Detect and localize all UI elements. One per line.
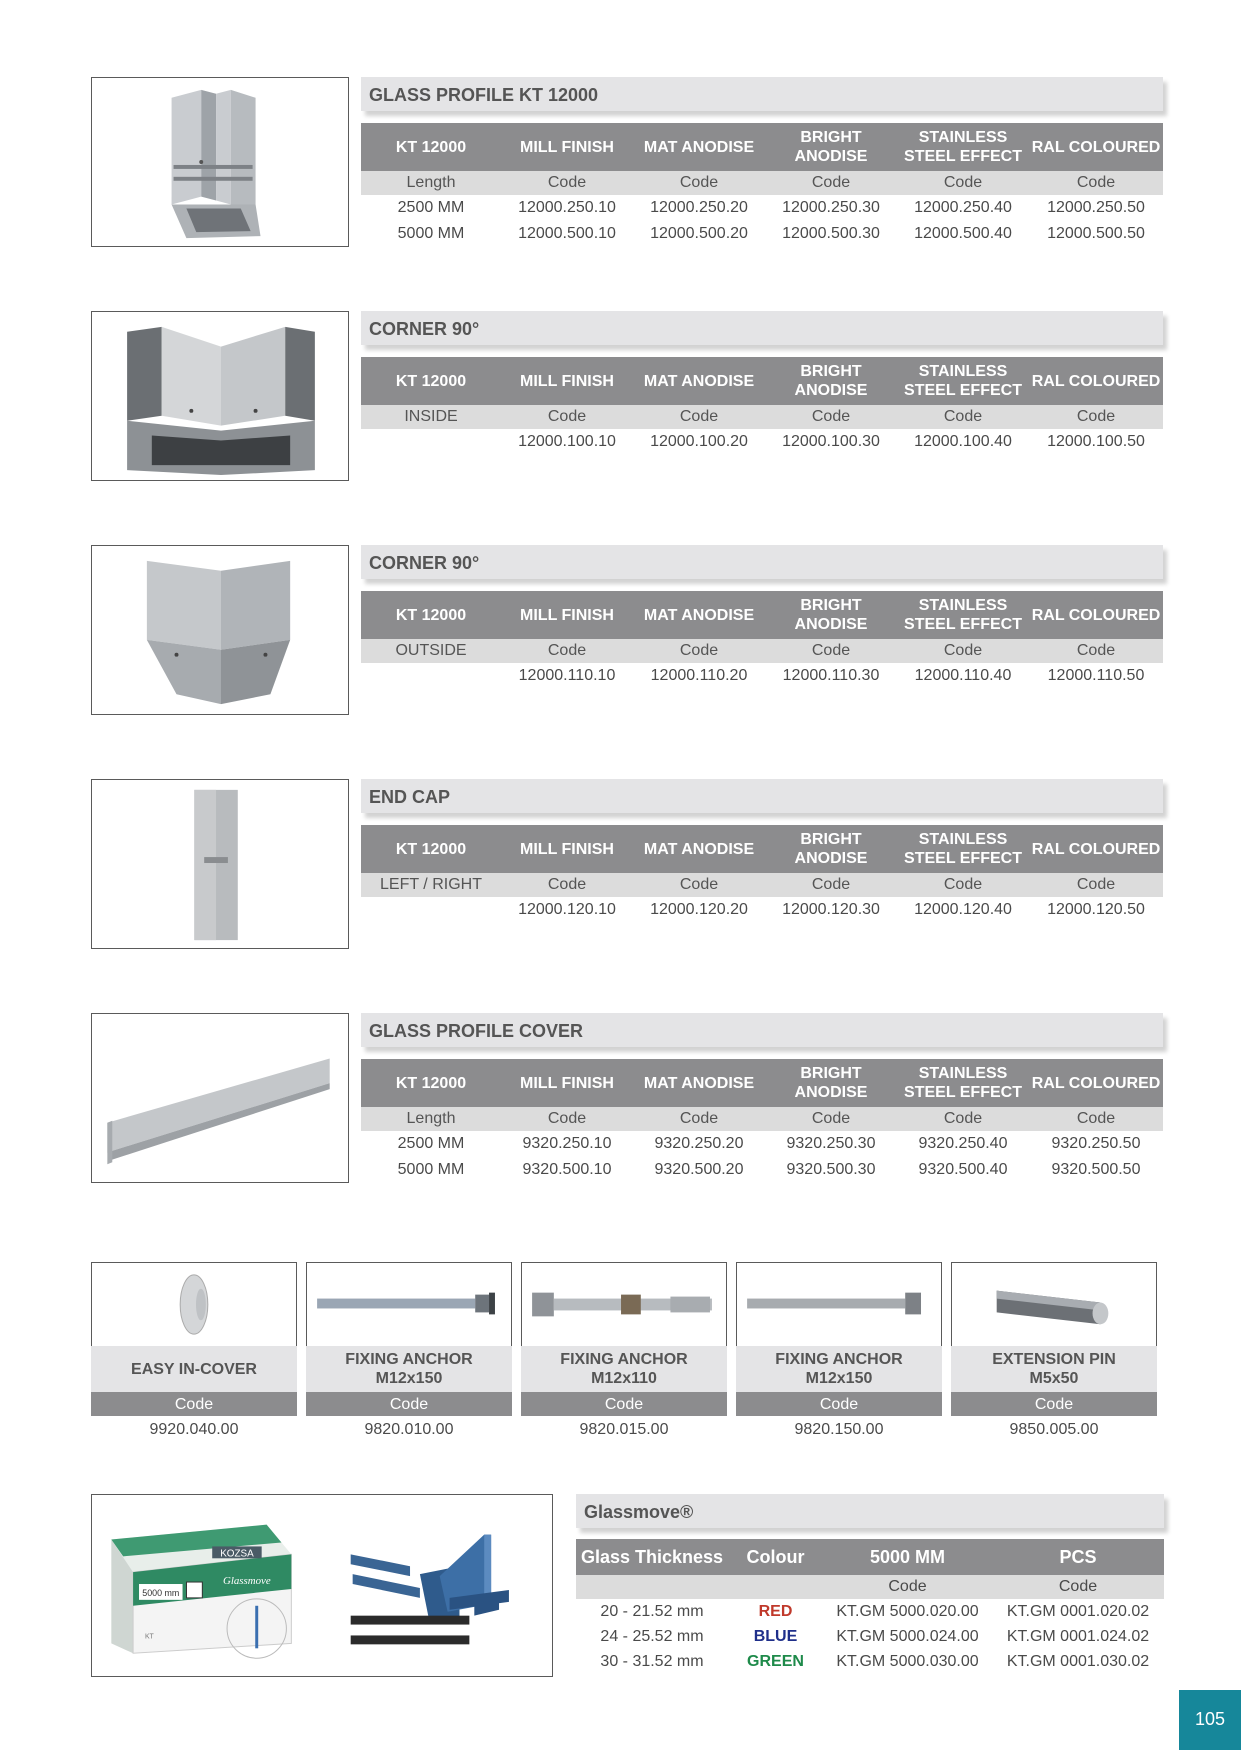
product-section [91, 1013, 1165, 1185]
accessory-code: 9820.150.00 [794, 1421, 884, 1438]
accessory-name-line2: M12x110 [591, 1370, 657, 1387]
code-label: Code [633, 171, 765, 195]
code-label: Code [501, 639, 633, 663]
glassmove-title: Glassmove® [576, 1494, 1164, 1528]
table-cell: 12000.110.40 [914, 667, 1012, 684]
glass-thickness: 24 - 25.52 mm [600, 1627, 704, 1645]
accessory-name-line2: M5x50 [1029, 1370, 1079, 1387]
accessory-name [951, 1346, 1157, 1392]
header-mat: MAT ANODISE [633, 825, 765, 873]
header-mill: MILL FINISH [501, 591, 633, 639]
glass-thickness: 20 - 21.52 mm [600, 1602, 704, 1620]
table-cell: 12000.120.40 [914, 901, 1012, 918]
accessory-name [736, 1346, 942, 1392]
first-col-label: LEFT / RIGHT [361, 873, 501, 897]
code-label: Code [765, 171, 897, 195]
code-label: Code [1029, 405, 1163, 429]
code-label: Code [633, 1107, 765, 1131]
table-row [576, 1624, 1164, 1649]
table-cell: 12000.250.40 [914, 199, 1012, 216]
spec-table [361, 1059, 1163, 1183]
code-label: Code [897, 405, 1029, 429]
glassmove-table [576, 1539, 1164, 1674]
accessory-photo [91, 1262, 297, 1346]
table-cell: 12000.120.10 [518, 901, 616, 918]
header-ral: RAL COLOURED [1029, 825, 1163, 873]
box-product-text: Glassmove [223, 1575, 271, 1588]
header-ral: RAL COLOURED [1029, 357, 1163, 405]
code-label: Code [897, 639, 1029, 663]
accessory-code: 9850.005.00 [1009, 1421, 1099, 1438]
header-stainless: STAINLESS STEEL EFFECT [897, 123, 1029, 171]
header-mill: MILL FINISH [501, 1059, 633, 1107]
table-cell: 2500 MM [397, 199, 465, 216]
table-row [361, 1157, 1163, 1183]
table-cell: 12000.100.20 [650, 433, 748, 450]
table-cell: 9320.250.40 [918, 1135, 1008, 1152]
table-cell: 9320.250.50 [1051, 1135, 1141, 1152]
header-mill: MILL FINISH [501, 825, 633, 873]
accessory-code: 9820.010.00 [364, 1421, 454, 1438]
header-ral: RAL COLOURED [1029, 123, 1163, 171]
spec-table [361, 357, 1163, 455]
code-label: Code [501, 1107, 633, 1131]
accessory-card [91, 1262, 297, 1442]
accessory-photo [306, 1262, 512, 1346]
table-cell: 12000.120.30 [782, 901, 880, 918]
page-number: 105 [1179, 1690, 1241, 1750]
header-stainless: STAINLESS STEEL EFFECT [897, 357, 1029, 405]
spec-table [361, 591, 1163, 689]
header-ral: RAL COLOURED [1029, 1059, 1163, 1107]
glass-thickness: 30 - 31.52 mm [600, 1652, 704, 1670]
table-cell: 12000.500.40 [914, 225, 1012, 242]
code-pcs: KT.GM 0001.030.02 [1006, 1652, 1150, 1670]
spec-table [361, 825, 1163, 923]
code-pcs: KT.GM 0001.020.02 [1006, 1602, 1150, 1620]
table-row [361, 897, 1163, 923]
header-mat: MAT ANODISE [633, 123, 765, 171]
table-cell: 12000.100.30 [782, 433, 880, 450]
header-bright: BRIGHT ANODISE [765, 591, 897, 639]
section-title: GLASS PROFILE KT 12000 [361, 77, 1163, 111]
accessory-name-line1: EASY IN-COVER [131, 1360, 257, 1378]
accessory-name-line1: FIXING ANCHOR [775, 1351, 903, 1368]
header-bright: BRIGHT ANODISE [765, 357, 897, 405]
product-section [91, 311, 1165, 483]
header-model: KT 12000 [361, 123, 501, 171]
table-cell: 9320.500.40 [918, 1161, 1008, 1178]
code-label: Code [765, 873, 897, 897]
header-model: KT 12000 [361, 1059, 501, 1107]
product-photo [91, 779, 349, 949]
table-cell: 9320.500.10 [522, 1161, 612, 1178]
header-glass-thickness: Glass Thickness [576, 1539, 728, 1575]
table-cell: 12000.100.40 [914, 433, 1012, 450]
first-col-label: Length [361, 171, 501, 195]
section-title: CORNER 90° [361, 545, 1163, 579]
table-cell: 12000.500.30 [782, 225, 880, 242]
code-label: Code [765, 639, 897, 663]
code-label: Code [1029, 873, 1163, 897]
table-cell: 12000.110.10 [518, 667, 616, 684]
header-model: KT 12000 [361, 357, 501, 405]
table-cell: 12000.120.20 [650, 901, 748, 918]
colour-value: RED [758, 1602, 793, 1620]
accessory-card [521, 1262, 727, 1442]
code-label: Code [823, 1575, 992, 1599]
header-ral: RAL COLOURED [1029, 591, 1163, 639]
code-label: Code [897, 873, 1029, 897]
accessory-code: 9920.040.00 [149, 1421, 239, 1438]
header-mill: MILL FINISH [501, 357, 633, 405]
accessory-name-line1: FIXING ANCHOR [345, 1351, 473, 1368]
table-row [361, 195, 1163, 221]
code-label: Code [501, 405, 633, 429]
code-label: Code [633, 639, 765, 663]
table-row [361, 663, 1163, 689]
product-section [91, 545, 1165, 717]
section-title: CORNER 90° [361, 311, 1163, 345]
product-photo [91, 1013, 349, 1183]
box-brand-text: KOZSA [220, 1548, 254, 1560]
accessory-name-line1: FIXING ANCHOR [560, 1351, 688, 1368]
table-cell: 5000 MM [397, 1161, 465, 1178]
table-cell: 12000.110.20 [650, 667, 748, 684]
table-cell: 12000.250.50 [1047, 199, 1145, 216]
table-cell: 9320.500.30 [786, 1161, 876, 1178]
code-label: Code [897, 171, 1029, 195]
header-mill: MILL FINISH [501, 123, 633, 171]
first-col-label: Length [361, 1107, 501, 1131]
accessory-photo [521, 1262, 727, 1346]
table-row [361, 221, 1163, 247]
header-mat: MAT ANODISE [633, 591, 765, 639]
accessory-card [736, 1262, 942, 1442]
glassmove-photo [91, 1494, 553, 1677]
table-cell [361, 429, 501, 455]
header-bright: BRIGHT ANODISE [765, 1059, 897, 1107]
code-label: Code [501, 171, 633, 195]
code-label: Code [765, 1107, 897, 1131]
table-cell: 12000.500.50 [1047, 225, 1145, 242]
header-pcs: PCS [992, 1539, 1164, 1575]
table-cell: 9320.500.50 [1051, 1161, 1141, 1178]
table-cell: 2500 MM [397, 1135, 465, 1152]
sub-empty [576, 1575, 728, 1599]
code-label: Code [501, 873, 633, 897]
code-label: Code [306, 1392, 512, 1416]
accessory-photo [951, 1262, 1157, 1346]
table-row [576, 1649, 1164, 1674]
accessory-name [91, 1346, 297, 1392]
product-photo [91, 311, 349, 481]
header-bright: BRIGHT ANODISE [765, 825, 897, 873]
header-5000mm: 5000 MM [823, 1539, 992, 1575]
accessory-code: 9820.015.00 [579, 1421, 669, 1438]
table-cell: 12000.120.50 [1047, 901, 1145, 918]
table-row [576, 1599, 1164, 1624]
code-label: Code [521, 1392, 727, 1416]
header-stainless: STAINLESS STEEL EFFECT [897, 825, 1029, 873]
accessory-name-line2: M12x150 [375, 1370, 443, 1387]
colour-value: BLUE [753, 1627, 798, 1645]
spec-table [361, 123, 1163, 247]
code-label: Code [951, 1392, 1157, 1416]
accessory-photo [736, 1262, 942, 1346]
box-kt-text: KT [144, 1633, 154, 1641]
first-col-label: INSIDE [361, 405, 501, 429]
code-5000mm: KT.GM 5000.024.00 [836, 1627, 979, 1645]
accessory-name [306, 1346, 512, 1392]
section-title: END CAP [361, 779, 1163, 813]
table-cell: 9320.500.20 [654, 1161, 744, 1178]
header-mat: MAT ANODISE [633, 357, 765, 405]
product-section [91, 77, 1165, 249]
header-stainless: STAINLESS STEEL EFFECT [897, 1059, 1029, 1107]
sub-empty [728, 1575, 823, 1599]
colour-value: GREEN [747, 1652, 804, 1670]
table-cell: 9320.250.30 [786, 1135, 876, 1152]
header-stainless: STAINLESS STEEL EFFECT [897, 591, 1029, 639]
glassmove-product-image [92, 1495, 552, 1676]
code-label: Code [633, 405, 765, 429]
code-label: Code [1029, 171, 1163, 195]
header-model: KT 12000 [361, 825, 501, 873]
table-cell: 12000.250.30 [782, 199, 880, 216]
accessory-name-line2: M12x150 [805, 1370, 873, 1387]
table-cell: 12000.100.10 [518, 433, 616, 450]
header-mat: MAT ANODISE [633, 1059, 765, 1107]
header-colour: Colour [728, 1539, 823, 1575]
table-cell [361, 663, 501, 689]
box-size-text: 5000 mm [142, 1587, 180, 1598]
code-label: Code [633, 873, 765, 897]
accessory-card [951, 1262, 1157, 1442]
first-col-label: OUTSIDE [361, 639, 501, 663]
product-photo [91, 77, 349, 247]
code-label: Code [992, 1575, 1164, 1599]
table-cell: 12000.250.20 [650, 199, 748, 216]
code-pcs: KT.GM 0001.024.02 [1006, 1627, 1150, 1645]
header-bright: BRIGHT ANODISE [765, 123, 897, 171]
code-5000mm: KT.GM 5000.020.00 [836, 1602, 979, 1620]
table-cell: 12000.500.20 [650, 225, 748, 242]
table-cell: 9320.250.20 [654, 1135, 744, 1152]
accessory-card [306, 1262, 512, 1442]
code-5000mm: KT.GM 5000.030.00 [836, 1652, 979, 1670]
table-cell [361, 897, 501, 923]
accessory-name [521, 1346, 727, 1392]
table-cell: 12000.110.50 [1047, 667, 1145, 684]
product-section [91, 779, 1165, 951]
table-row [361, 429, 1163, 455]
table-cell: 12000.250.10 [518, 199, 616, 216]
header-model: KT 12000 [361, 591, 501, 639]
table-cell: 5000 MM [397, 225, 465, 242]
code-label: Code [91, 1392, 297, 1416]
table-row [361, 1131, 1163, 1157]
code-label: Code [897, 1107, 1029, 1131]
section-title: GLASS PROFILE COVER [361, 1013, 1163, 1047]
code-label: Code [736, 1392, 942, 1416]
table-cell: 12000.100.50 [1047, 433, 1145, 450]
table-cell: 12000.110.30 [782, 667, 880, 684]
accessory-name-line1: EXTENSION PIN [992, 1351, 1116, 1368]
table-cell: 12000.500.10 [518, 225, 616, 242]
code-label: Code [1029, 639, 1163, 663]
code-label: Code [1029, 1107, 1163, 1131]
code-label: Code [765, 405, 897, 429]
table-cell: 9320.250.10 [522, 1135, 612, 1152]
product-photo [91, 545, 349, 715]
